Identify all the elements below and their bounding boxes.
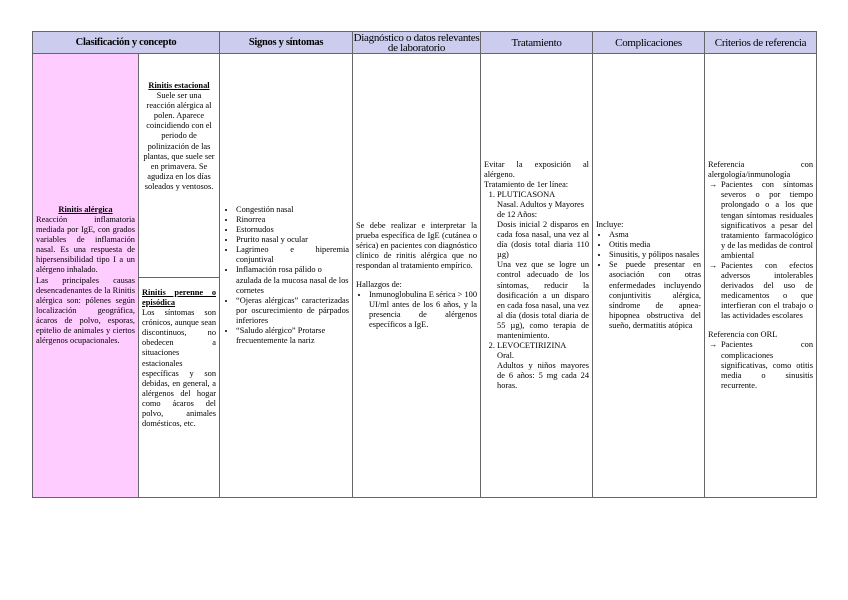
- symptoms-list: [223, 205, 349, 346]
- drug-route: Oral.: [497, 351, 514, 361]
- findings-list: [356, 290, 477, 330]
- rhinitis-table: [32, 31, 817, 498]
- referral-orl-list: [708, 340, 813, 390]
- drug-dose: Adultos y niños mayores de 6 años: 5 mg cada 24 horas.: [497, 361, 590, 391]
- complications-list: [596, 230, 701, 331]
- seasonal-cell: [139, 54, 220, 278]
- diagnosis-text: Se debe realizar e interpretar la prueba específica de IgE (cutánea o sérica) en pacientes con diagnóstico clínico de rinitis alérgica que no respondan al tratamiento empírico.: [356, 220, 478, 270]
- referral-allergy-title: Referencia con alergología/inmunología: [708, 160, 814, 180]
- seasonal-text: Suele ser una reacción alérgica al polen. Aparece coincidiendo con el periodo de polinización de las plantas, que suele ser en primavera. Se agudiza en los días soleados y ventosos.: [143, 91, 215, 191]
- classification-text: Reacción inflamatoria mediada por IgE, con grados variables de inflamación nasal. Es una respuesta de hipersensibilidad tipo I a un alérgeno inhalado.: [36, 215, 135, 275]
- referral-item: → Pacientes con complicaciones significativas, como otitis media o sinusitis recurrente.: [721, 340, 813, 390]
- symptom-item: • Prurito nasal y ocular: [236, 235, 349, 245]
- header-symptoms: Signos y síntomas: [220, 32, 353, 54]
- finding-item: • Inmunoglobulina E sérica > 100 UI/ml antes de los 6 años, y la presencia de alérgenos específicos a IgE.: [369, 290, 477, 330]
- header-row: [33, 32, 817, 54]
- diagnosis-cell: [353, 54, 481, 498]
- classification-cell: [33, 54, 139, 498]
- classification-title: Rinitis alérgica: [58, 204, 113, 214]
- classification-causes: Las principales causas desencadenantes de la Rinitis alérgica son: pólenes según localización geográfica, ácaros de polvo, esporas, epitelio de animales y ciertos alérgenos ocupacionales.: [36, 275, 135, 345]
- perennial-cell: [139, 278, 220, 498]
- drug-dose: Dosis inicial 2 disparos en cada fosa nasal, una vez al día (dosis total diaria 110 µg): [497, 220, 590, 260]
- symptom-item: • Estornudos: [236, 225, 349, 235]
- perennial-title: Rinitis perenne o episódica: [142, 288, 217, 308]
- symptoms-cell: [220, 54, 353, 498]
- drug-name: LEVOCETIRIZINA: [497, 341, 567, 350]
- perennial-text: Los síntomas son crónicos, aunque sean discontinuos, no obedecen a situaciones estacionales específicas y son debidas, en general, a alérgenos del hogar como ácaros del polvo, animales domésticos, etc.: [142, 308, 217, 429]
- symptom-item: • Inflamación rosa pálido o azulada de la mucosa nasal de los cornetes: [236, 265, 349, 295]
- symptom-item: • “Saludo alérgico” Protarse frecuentemente la nariz: [236, 326, 349, 346]
- treatment-drug-1: [497, 190, 589, 341]
- header-diagnosis: Diagnóstico o datos relevantes de laboratorio: [353, 31, 480, 54]
- treatment-intro: Evitar la exposición al alérgeno.: [484, 159, 590, 179]
- seasonal-title: Rinitis estacional: [148, 81, 210, 91]
- header-treatment: Tratamiento: [481, 32, 593, 54]
- complications-intro: Incluye:: [596, 220, 624, 230]
- symptom-item: • “Ojeras alérgicas” caracterizadas por oscurecimiento de párpados inferiores: [236, 296, 349, 326]
- symptom-item: • Lagrimeo e hiperemia conjuntival: [236, 245, 349, 265]
- treatment-cell: [481, 54, 593, 498]
- content-row-1: [33, 54, 817, 278]
- header-referral: Criterios de referencia: [705, 32, 817, 54]
- drug-route: Nasal. Adultos y Mayores de 12 Años:: [497, 199, 585, 219]
- complication-item: • Otitis media: [609, 240, 701, 250]
- referral-item: → Pacientes con efectos adversos intolerables derivados del uso de medicamentos o que interfieran con el trabajo o las actividades escolares: [721, 261, 813, 321]
- treatment-drug-2: [497, 341, 589, 391]
- symptom-item: • Congestión nasal: [236, 205, 349, 215]
- complication-item: • Sinusitis, y pólipos nasales: [609, 250, 701, 260]
- drug-name: PLUTICASONA: [497, 189, 556, 199]
- referral-allergy-list: [708, 180, 813, 321]
- referral-cell: [705, 54, 817, 498]
- referral-item: → Pacientes con síntomas severos o por tiempo prolongado o a los que tengan síntomas residuales significativos a pesar del tratamiento farmacológico y de las medidas de control ambiental: [721, 180, 813, 261]
- treatment-first-line: Tratamiento de 1er línea:: [484, 179, 569, 189]
- treatment-list: [484, 190, 589, 392]
- header-classification: Clasificación y concepto: [33, 32, 220, 54]
- complication-item: • Se puede presentar en asociación con otras enfermedades incluyendo conjuntivitis alérgica, síndrome de apnea-hipopnea obstructiva del sueño, dermatitis atópica: [609, 260, 701, 331]
- symptom-item: • Rinorrea: [236, 215, 349, 225]
- complication-item: • Asma: [609, 230, 701, 240]
- drug-maintenance: Una vez que se logre un control adecuado de los síntomas, reducir la dosificación a un disparo en cada fosa nasal, una vez al día (dosis total diaria de 55 µg), como terapia de mantenimiento.: [497, 260, 590, 340]
- complications-cell: [593, 54, 705, 498]
- referral-orl-title: Referencia con ORL: [708, 330, 778, 340]
- header-complications: Complicaciones: [593, 32, 705, 54]
- findings-title: Hallazgos de:: [356, 280, 402, 289]
